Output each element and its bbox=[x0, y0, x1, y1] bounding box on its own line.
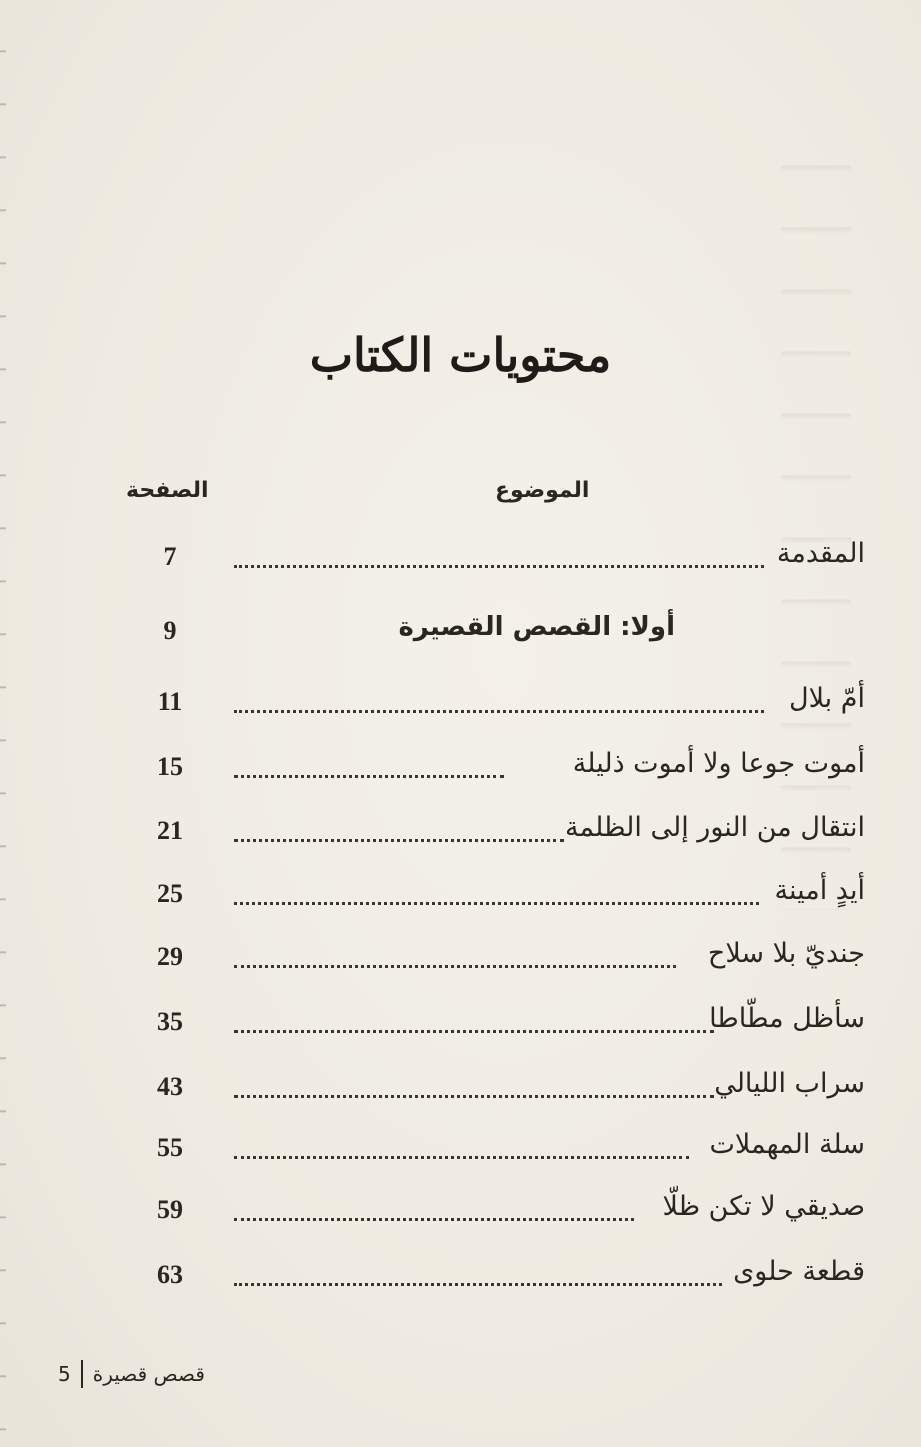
toc-entry-title: سأظل مطّاطا bbox=[709, 1003, 865, 1034]
toc-page-number: 9 bbox=[163, 616, 177, 645]
toc-row bbox=[120, 1191, 865, 1235]
toc-entry-title: جنديّ بلا سلاح bbox=[707, 938, 865, 969]
dot-leader bbox=[234, 565, 764, 568]
toc-entry-title: أموت جوعا ولا أموت ذليلة bbox=[572, 748, 865, 779]
dot-leader bbox=[234, 965, 676, 968]
toc-section-title: أولا: القصص القصيرة bbox=[398, 612, 675, 642]
toc-row bbox=[120, 1129, 865, 1173]
toc-row bbox=[120, 1003, 865, 1047]
footer-book-name: قصص قصيرة bbox=[92, 1362, 205, 1386]
dot-leader bbox=[234, 1218, 634, 1221]
toc-section-row bbox=[120, 612, 865, 656]
toc-page-number: 11 bbox=[157, 687, 183, 716]
toc-row bbox=[120, 538, 865, 582]
toc-page-number: 55 bbox=[157, 1133, 183, 1162]
toc-page-number: 43 bbox=[157, 1072, 183, 1101]
dot-leader bbox=[234, 839, 564, 842]
toc-page-number: 59 bbox=[157, 1195, 183, 1224]
toc-page-number: 21 bbox=[157, 816, 183, 845]
toc-row bbox=[120, 1068, 865, 1112]
toc-row bbox=[120, 683, 865, 727]
toc-row bbox=[120, 875, 865, 919]
topic-column-header: الموضوع bbox=[495, 478, 590, 503]
toc-page-number: 25 bbox=[157, 879, 183, 908]
page-title: محتويات الكتاب bbox=[309, 328, 612, 382]
dot-leader bbox=[234, 1095, 714, 1098]
dot-leader bbox=[234, 710, 764, 713]
dot-leader bbox=[234, 775, 504, 778]
dot-leader bbox=[234, 902, 759, 905]
toc-row bbox=[120, 812, 865, 856]
toc-entry-title: المقدمة bbox=[776, 538, 865, 569]
toc-page-number: 7 bbox=[163, 542, 177, 571]
toc-entry-title: أيدٍ أمينة bbox=[774, 875, 865, 906]
toc-entry-title: سراب الليالي bbox=[714, 1068, 865, 1099]
dot-leader bbox=[234, 1030, 714, 1033]
dot-leader bbox=[234, 1156, 689, 1159]
toc-page-number: 35 bbox=[157, 1007, 183, 1036]
dot-leader bbox=[234, 1283, 722, 1286]
toc-entry-title: قطعة حلوى bbox=[733, 1256, 865, 1287]
toc-page-number: 63 bbox=[157, 1260, 183, 1289]
toc-row bbox=[120, 748, 865, 792]
page-edge bbox=[0, 0, 6, 1447]
toc-entry-title: صديقي لا تكن ظلّا bbox=[662, 1191, 865, 1222]
page-footer bbox=[58, 1360, 205, 1388]
footer-page-number: 5 bbox=[58, 1362, 71, 1386]
toc-entry-title: انتقال من النور إلى الظلمة bbox=[564, 812, 865, 843]
toc-row bbox=[120, 938, 865, 982]
toc-row bbox=[120, 1256, 865, 1300]
toc-page-number: 29 bbox=[157, 942, 183, 971]
toc-page-number: 15 bbox=[157, 752, 183, 781]
toc-entry-title: أمّ بلال bbox=[788, 683, 865, 714]
toc-entry-title: سلة المهملات bbox=[709, 1129, 865, 1160]
footer-divider bbox=[81, 1360, 83, 1388]
page-column-header: الصفحة bbox=[126, 478, 209, 503]
